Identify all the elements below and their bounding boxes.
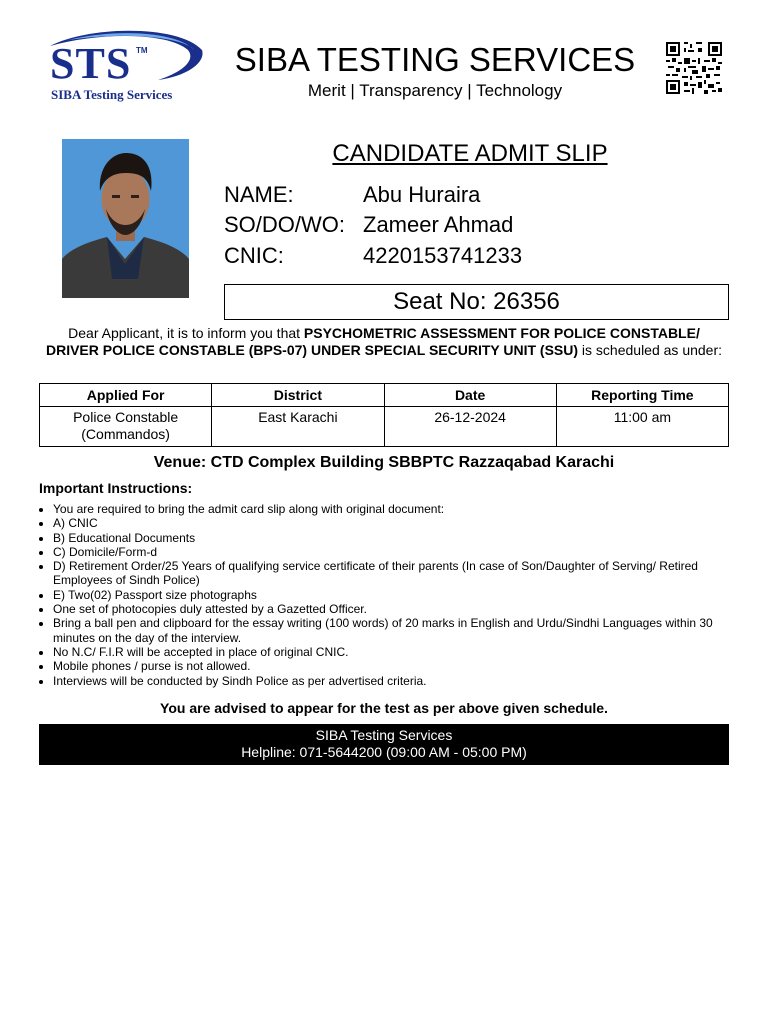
instructions-list xyxy=(36,502,743,688)
intro-bold: PSYCHOMETRIC ASSESSMENT FOR POLICE CONSTABLE/ DRIVER POLICE CONSTABLE (BPS-07) UNDER SPECIAL SECURITY UNIT (SSU) xyxy=(45,325,700,358)
schedule-table xyxy=(39,383,729,447)
table-row xyxy=(40,407,729,447)
qr-code-icon xyxy=(666,42,722,94)
logo-trademark: TM xyxy=(136,46,148,55)
col-reporting-time: Reporting Time xyxy=(556,384,728,407)
intro-post: is scheduled as under: xyxy=(578,342,723,358)
name-value: Abu Huraira xyxy=(363,182,481,207)
list-item: • D) Retirement Order/25 Years of qualifying service certificate of their parents (In case of Son/Daughter of Serving/ Retired Employees of Sindh Police) xyxy=(53,559,743,588)
logo-subtitle: SIBA Testing Services xyxy=(51,87,173,102)
parent-value: Zameer Ahmad xyxy=(363,212,514,237)
footer-helpline: Helpline: 071-5644200 (09:00 AM - 05:00 PM) xyxy=(241,744,527,760)
list-item: • No N.C/ F.I.R will be accepted in place of original CNIC. xyxy=(53,645,743,659)
list-item: • Mobile phones / purse is not allowed. xyxy=(53,659,743,673)
parent-label: SO/DO/WO: xyxy=(224,212,345,237)
tagline: Merit | Transparency | Technology xyxy=(307,81,563,100)
table-header-row xyxy=(40,384,729,407)
sts-logo xyxy=(48,28,208,108)
instructions-heading: Important Instructions: xyxy=(39,480,193,496)
org-title: SIBA TESTING SERVICES xyxy=(234,41,636,78)
candidate-photo xyxy=(62,139,189,298)
footer-bar xyxy=(39,724,729,765)
cell-applied-for: Police Constable (Commandos) xyxy=(40,407,212,447)
col-district: District xyxy=(212,384,384,407)
name-label: NAME: xyxy=(224,182,294,207)
venue: Venue: CTD Complex Building SBBPTC Razzaqabad Karachi xyxy=(153,454,615,471)
advice-text: You are advised to appear for the test as per above given schedule. xyxy=(160,700,608,716)
seat-number: Seat No: 26356 xyxy=(224,284,729,320)
list-item: • Bring a ball pen and clipboard for the essay writing (100 words) of 20 marks in English and Urdu/Sindhi Languages within 30 minutes on the day of the interview. xyxy=(53,616,743,645)
slip-title: CANDIDATE ADMIT SLIP xyxy=(332,140,608,167)
intro-pre: Dear Applicant, it is to inform you that xyxy=(68,325,304,341)
cnic-label: CNIC: xyxy=(224,243,284,268)
cnic-row xyxy=(224,242,522,270)
col-date: Date xyxy=(384,384,556,407)
col-applied-for: Applied For xyxy=(40,384,212,407)
cell-date: 26-12-2024 xyxy=(384,407,556,447)
list-item: • One set of photocopies duly attested by a Gazetted Officer. xyxy=(53,602,743,616)
name-row xyxy=(224,181,480,209)
cnic-value: 4220153741233 xyxy=(363,243,523,268)
footer-org: SIBA Testing Services xyxy=(315,727,453,743)
intro-paragraph xyxy=(40,325,728,359)
list-item: • E) Two(02) Passport size photographs xyxy=(53,588,743,602)
list-item: • You are required to bring the admit card slip along with original document: xyxy=(53,502,743,516)
cell-district: East Karachi xyxy=(212,407,384,447)
cell-reporting-time: 11:00 am xyxy=(556,407,728,447)
list-item: • C) Domicile/Form-d xyxy=(53,545,743,559)
logo-text: STS xyxy=(50,39,132,88)
list-item: • Interviews will be conducted by Sindh Police as per advertised criteria. xyxy=(53,674,743,688)
list-item: • B) Educational Documents xyxy=(53,531,743,545)
list-item: • A) CNIC xyxy=(53,516,743,530)
parent-row xyxy=(224,211,513,239)
